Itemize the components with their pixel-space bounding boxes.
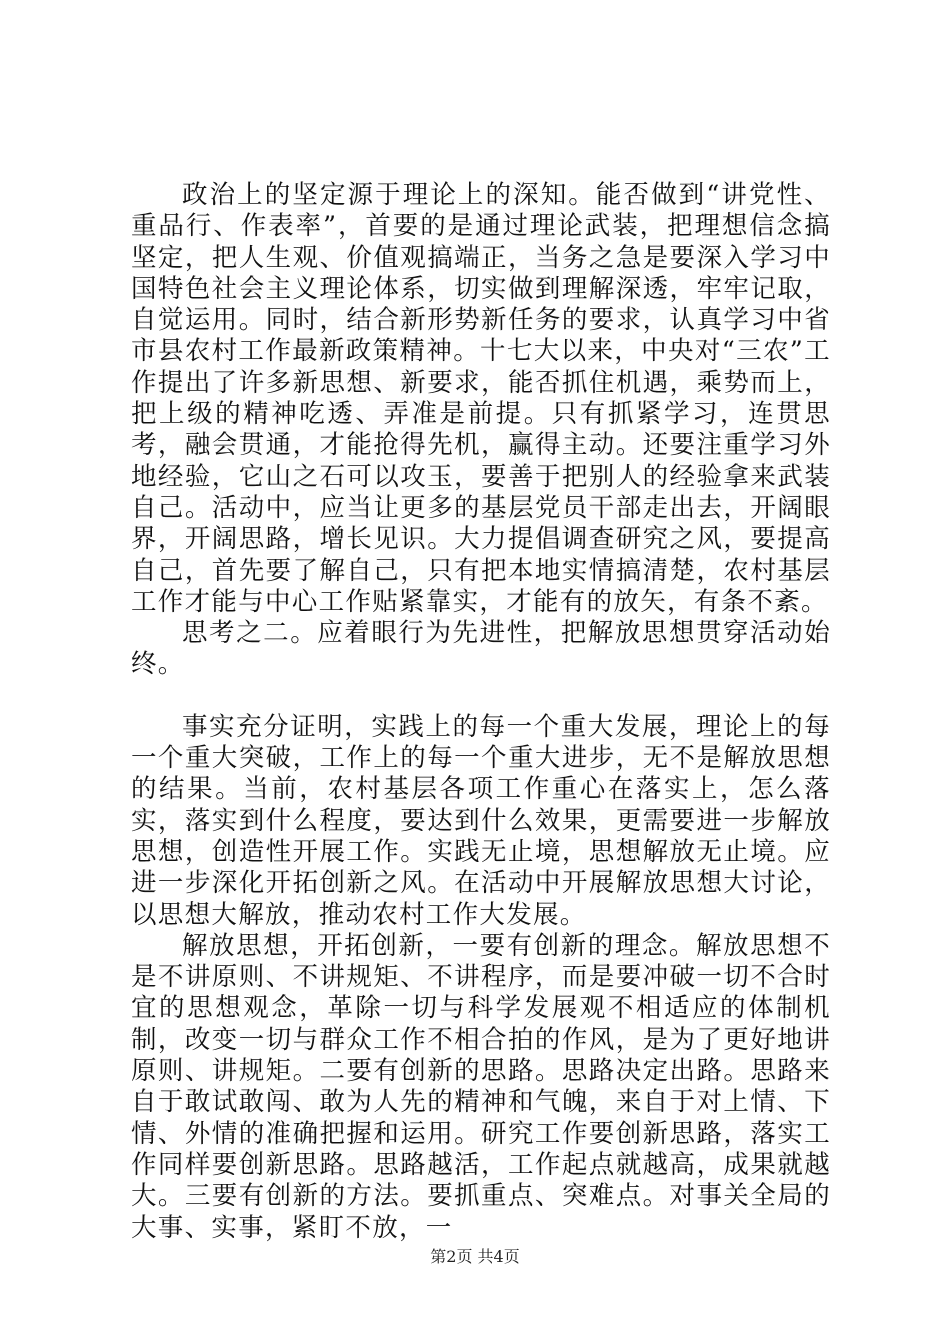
page-number-footer: 第2页 共4页 bbox=[430, 1247, 520, 1266]
paragraph-heading-two: 思考之二。应着眼行为先进性，把解放思想贯穿活动始终。 bbox=[131, 618, 831, 680]
document-body bbox=[131, 180, 831, 1244]
paragraph-innovation: 解放思想，开拓创新，一要有创新的理念。解放思想不是不讲原则、不讲规矩、不讲程序，而是要冲破一切不合时宜的思想观念，革除一切与科学发展观不相适应的体制机制，改变一切与群众工作不相合拍的作风，是为了更好地讲原则、讲规矩。二要有创新的思路。思路决定出路。思路来自于敢试敢闯、敢为人先的精神和气魄，来自于对上情、下情、外情的准确把握和运用。研究工作要创新思路，落实工作同样要创新思路。思路越活，工作起点就越高，成果就越大。三要有创新的方法。要抓重点、突难点。对事关全局的大事、实事，紧盯不放，一 bbox=[131, 930, 831, 1243]
paragraph-theory: 政治上的坚定源于理论上的深知。能否做到“讲党性、重品行、作表率”，首要的是通过理论武装，把理想信念搞坚定，把人生观、价值观搞端正，当务之急是要深入学习中国特色社会主义理论体系，切实做到理解深透，牢牢记取，自觉运用。同时，结合新形势新任务的要求，认真学习中省市县农村工作最新政策精神。十七大以来，中央对“三农”工作提出了许多新思想、新要求，能否抓住机遇，乘势而上，把上级的精神吃透、弄准是前提。只有抓紧学习，连贯思考，融会贯通，才能抢得先机，赢得主动。还要注重学习外地经验，它山之石可以攻玉，要善于把别人的经验拿来武装自己。活动中，应当让更多的基层党员干部走出去，开阔眼界，开阔思路，增长见识。大力提倡调查研究之风，要提高自己，首先要了解自己，只有把本地实情搞清楚，农村基层工作才能与中心工作贴紧靠实，才能有的放矢，有条不紊。 bbox=[131, 180, 831, 617]
paragraph-practice: 事实充分证明，实践上的每一个重大发展，理论上的每一个重大突破，工作上的每一个重大进步，无不是解放思想的结果。当前，农村基层各项工作重心在落实上，怎么落实，落实到什么程度，要达到什么效果，更需要进一步解放思想，创造性开展工作。实践无止境，思想解放无止境。应进一步深化开拓创新之风。在活动中开展解放思想大讨论，以思想大解放，推动农村工作大发展。 bbox=[131, 711, 831, 930]
